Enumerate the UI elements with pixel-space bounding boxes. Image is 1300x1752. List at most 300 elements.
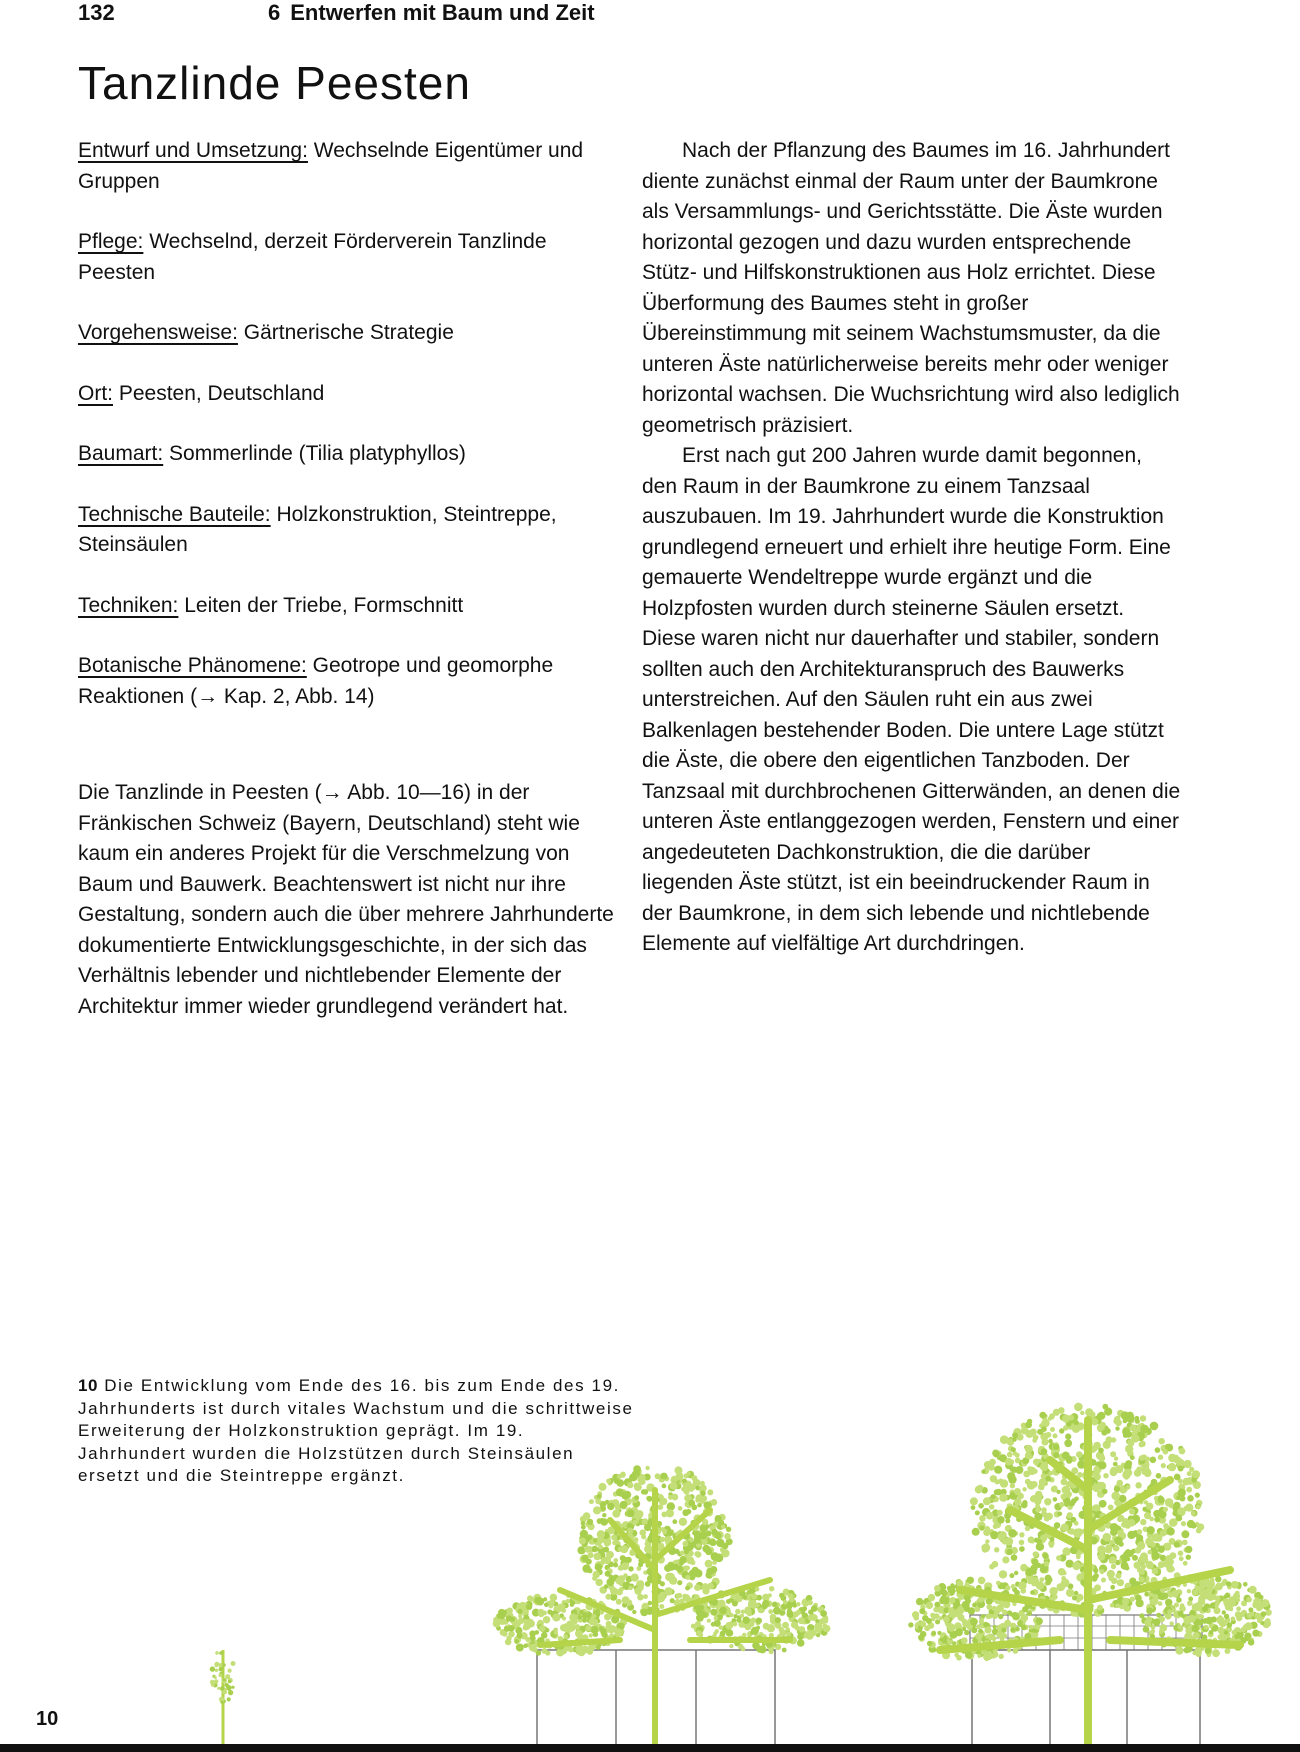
foliage-dot [782, 1648, 787, 1653]
foliage-dot [1013, 1648, 1017, 1652]
foliage-dot [529, 1630, 536, 1637]
foliage-dot [615, 1629, 623, 1637]
foliage-dot [1130, 1597, 1135, 1602]
foliage-dot [1139, 1613, 1144, 1618]
foliage-dot [694, 1584, 701, 1591]
foliage-dot [1176, 1496, 1181, 1501]
fact-label: Techniken: [78, 593, 179, 617]
foliage-dot [798, 1617, 805, 1624]
foliage-dot [1126, 1485, 1131, 1490]
foliage-dot [633, 1465, 641, 1473]
foliage-dot [1097, 1605, 1103, 1611]
foliage-dot [1101, 1430, 1107, 1436]
foliage-dot [1163, 1560, 1171, 1568]
foliage-dot [1111, 1578, 1117, 1584]
foliage-dot [500, 1620, 505, 1625]
foliage-dot [981, 1545, 986, 1550]
foliage-dot [1074, 1403, 1083, 1412]
foliage-dot [660, 1537, 665, 1542]
foliage-dot [1027, 1419, 1032, 1424]
foliage-dot [655, 1473, 661, 1479]
foliage-dot [1041, 1507, 1047, 1513]
foliage-dot [1257, 1618, 1262, 1623]
foliage-dot [1247, 1613, 1253, 1619]
foliage-dot [679, 1561, 684, 1566]
foliage-dot [1180, 1603, 1185, 1608]
foliage-dot [820, 1610, 827, 1617]
foliage-dot [1005, 1585, 1010, 1590]
foliage-dot [763, 1623, 770, 1630]
foliage-dot [773, 1607, 781, 1615]
foliage-dot [613, 1558, 618, 1563]
foliage-dot [1117, 1517, 1123, 1523]
foliage-dot [504, 1626, 509, 1631]
foliage-dot [756, 1618, 762, 1624]
foliage-dot [581, 1521, 586, 1526]
foliage-dot [1091, 1418, 1098, 1425]
foliage-dot [667, 1563, 675, 1571]
page-title: Tanzlinde Peesten [78, 57, 471, 109]
foliage-dot [1151, 1552, 1159, 1560]
foliage-dot [542, 1611, 547, 1616]
foliage-dot [693, 1536, 700, 1543]
foliage-dot [611, 1535, 617, 1541]
foliage-dot [618, 1575, 625, 1582]
foliage-dot [693, 1479, 701, 1487]
foliage-dot [711, 1499, 718, 1506]
foliage-dot [975, 1510, 980, 1515]
foliage-dot [978, 1503, 984, 1509]
foliage-dot [505, 1639, 512, 1646]
foliage-dot [558, 1636, 563, 1641]
foliage-dot [575, 1630, 583, 1638]
foliage-dot [1146, 1608, 1153, 1615]
foliage-dot [1041, 1426, 1047, 1432]
foliage-dot [1076, 1554, 1081, 1559]
foliage-dot [557, 1604, 565, 1612]
foliage-dot [1195, 1602, 1203, 1610]
foliage-dot [816, 1633, 820, 1637]
foliage-dot [1241, 1600, 1247, 1606]
foliage-dot [1134, 1469, 1141, 1476]
foliage-dot [1196, 1651, 1202, 1657]
foliage-dot [1076, 1451, 1083, 1458]
foliage-dot [1116, 1573, 1122, 1579]
foliage-dot [1041, 1473, 1046, 1478]
foliage-dot [596, 1579, 603, 1586]
foliage-dot [1140, 1519, 1146, 1525]
foliage-dot [666, 1574, 673, 1581]
foliage-dot [1046, 1476, 1052, 1482]
foliage-dot [597, 1518, 603, 1524]
foliage-dot [1161, 1592, 1168, 1599]
foliage-dot [1121, 1555, 1128, 1562]
foliage-dot [1099, 1500, 1107, 1508]
foliage-dot [1223, 1595, 1227, 1599]
foliage-dot [1192, 1590, 1198, 1596]
foliage-dot [672, 1519, 677, 1524]
foliage-dot [582, 1564, 590, 1572]
fact-value: Wechselnde Eigentümer und Gruppen [78, 139, 584, 193]
foliage-dot [978, 1597, 984, 1603]
foliage-dot [1187, 1495, 1194, 1502]
foliage-dot [660, 1474, 665, 1479]
foliage-dot [955, 1628, 963, 1636]
foliage-dot [222, 1663, 225, 1666]
fact-label: Pflege: [78, 230, 144, 253]
foliage-dot [632, 1520, 637, 1525]
foliage-dot [993, 1524, 998, 1529]
foliage-dot [543, 1616, 550, 1623]
foliage-dot [640, 1609, 648, 1617]
foliage-dot [926, 1618, 932, 1624]
foliage-dot [1093, 1573, 1099, 1579]
foliage-dot [1022, 1500, 1027, 1505]
foliage-dot [627, 1509, 635, 1517]
foliage-dot [1144, 1500, 1148, 1504]
foliage-dot [986, 1614, 991, 1619]
foliage-dot [525, 1637, 530, 1642]
foliage-dot [1137, 1541, 1145, 1549]
foliage-dot [1130, 1424, 1137, 1431]
foliage-dot [507, 1608, 513, 1614]
foliage-dot [647, 1496, 653, 1502]
foliage-dot [926, 1602, 933, 1609]
foliage-dot [1187, 1471, 1192, 1476]
foliage-dot [1002, 1633, 1007, 1638]
foliage-dot [1224, 1614, 1229, 1619]
foliage-dot [599, 1483, 607, 1491]
foliage-dot [1224, 1630, 1228, 1634]
foliage-dot [664, 1587, 672, 1595]
foliage-dot [210, 1666, 215, 1671]
foliage-dot [685, 1586, 690, 1591]
foliage-dot [712, 1560, 717, 1565]
foliage-dot [662, 1484, 667, 1489]
foliage-dot [1212, 1649, 1220, 1657]
foliage-dot [705, 1608, 710, 1613]
foliage-dot [755, 1603, 760, 1608]
foliage-dot [1265, 1618, 1271, 1624]
foliage-dot [983, 1622, 988, 1627]
foliage-dot [1214, 1607, 1221, 1614]
foliage-dot [632, 1610, 636, 1614]
foliage-dot [1132, 1555, 1138, 1561]
foliage-dot [682, 1594, 687, 1599]
foliage-dot [722, 1543, 728, 1549]
foliage-dot [699, 1532, 707, 1540]
foliage-dot [637, 1594, 644, 1601]
foliage-dot [629, 1473, 637, 1481]
foliage-dot [970, 1618, 978, 1626]
foliage-dot [1074, 1591, 1079, 1596]
foliage-dot [1109, 1540, 1114, 1545]
foliage-dot [631, 1574, 639, 1582]
foliage-dot [603, 1556, 611, 1564]
foliage-dot [1125, 1445, 1133, 1453]
fact-label: Vorgehensweise: [78, 321, 238, 344]
foliage-dot [1131, 1434, 1140, 1443]
fact-value: Wechselnd, derzeit Förderverein Tanzlinde Peesten [78, 230, 547, 284]
foliage-dot [564, 1623, 568, 1627]
foliage-dot [1171, 1590, 1179, 1598]
foliage-dot [810, 1630, 816, 1636]
foliage-dot [592, 1576, 597, 1581]
foliage-dot [1227, 1622, 1233, 1628]
foliage-dot [532, 1647, 537, 1652]
foliage-dot [726, 1599, 731, 1604]
foliage-dot [1051, 1486, 1058, 1493]
foliage-dot [640, 1529, 647, 1536]
foliage-dot [1179, 1448, 1186, 1455]
left-column [78, 136, 618, 742]
foliage-dot [1053, 1452, 1059, 1458]
foliage-dot [1183, 1561, 1188, 1566]
foliage-dot [1256, 1592, 1261, 1597]
foliage-dot [1103, 1533, 1112, 1542]
foliage-dot [1169, 1518, 1178, 1527]
foliage-dot [940, 1633, 945, 1638]
foliage-dot [695, 1621, 701, 1627]
foliage-dot [1015, 1453, 1020, 1458]
foliage-dot [1019, 1540, 1025, 1546]
foliage-dot [643, 1594, 648, 1599]
foliage-dot [661, 1595, 666, 1600]
foliage-dot [1187, 1589, 1191, 1593]
foliage-dot [1011, 1554, 1018, 1561]
foliage-dot [617, 1474, 622, 1479]
foliage-dot [1265, 1609, 1272, 1616]
foliage-dot [1005, 1458, 1013, 1466]
foliage-dot [981, 1470, 985, 1474]
foliage-dot [1135, 1419, 1140, 1424]
foliage-dot [968, 1607, 975, 1614]
foliage-dot [214, 1679, 218, 1683]
foliage-dot [1046, 1513, 1053, 1520]
foliage-dot [1165, 1599, 1172, 1606]
foliage-dot [597, 1494, 602, 1499]
foliage-dot [606, 1621, 612, 1627]
foliage-dot [1114, 1486, 1120, 1492]
foliage-dot [1232, 1630, 1237, 1635]
foliage-dot [1023, 1471, 1030, 1478]
foliage-dot [941, 1590, 948, 1597]
foliage-dot [1111, 1437, 1116, 1442]
foliage-dot [965, 1651, 973, 1659]
foliage-dot [215, 1669, 218, 1672]
tree-development-illustration [0, 1400, 1300, 1752]
foliage-dot [579, 1538, 586, 1545]
foliage-dot [526, 1604, 532, 1610]
foliage-dot [1000, 1479, 1008, 1487]
foliage-dot [645, 1466, 649, 1470]
foliage-dot [979, 1619, 984, 1624]
foliage-dot [721, 1525, 725, 1529]
foliage-dot [1025, 1430, 1033, 1438]
foliage-dot [1050, 1537, 1055, 1542]
foliage-dot [1097, 1545, 1106, 1554]
foliage-dot [1015, 1458, 1021, 1464]
foliage-dot [1040, 1463, 1048, 1471]
foliage-dot [604, 1584, 609, 1589]
foliage-dot [554, 1614, 561, 1621]
foliage-dot [586, 1546, 592, 1552]
foliage-dot [999, 1654, 1004, 1659]
page-number: 132 [78, 0, 115, 25]
foliage-dot [989, 1564, 995, 1570]
fact-location [78, 379, 618, 410]
foliage-dot [714, 1616, 719, 1621]
foliage-dot [1010, 1483, 1015, 1488]
foliage-dot [721, 1549, 729, 1557]
fact-label: Technische Bauteile: [78, 502, 271, 526]
foliage-dot [948, 1624, 956, 1632]
foliage-dot [738, 1644, 744, 1650]
foliage-dot [984, 1626, 991, 1633]
fact-care [78, 227, 618, 288]
foliage-dot [971, 1505, 976, 1510]
foliage-dot [1167, 1609, 1172, 1614]
foliage-dot [1147, 1526, 1155, 1534]
foliage-dot [1002, 1556, 1009, 1563]
foliage-dot [568, 1647, 574, 1653]
foliage-dot [1056, 1555, 1062, 1561]
foliage-dot [1111, 1492, 1120, 1501]
foliage-dot [919, 1608, 925, 1614]
foliage-dot [672, 1494, 679, 1501]
foliage-dot [1041, 1438, 1048, 1445]
foliage-dot [1107, 1570, 1115, 1578]
foliage-dot [1158, 1496, 1165, 1503]
foliage-dot [1222, 1610, 1226, 1614]
foliage-dot [1191, 1511, 1196, 1516]
fact-label: Ort: [78, 381, 113, 405]
foliage-dot [1033, 1551, 1039, 1557]
foliage-dot [687, 1471, 691, 1475]
foliage-dot [589, 1499, 594, 1504]
large-tree-with-dance-hall [908, 1403, 1272, 1752]
foliage-dot [706, 1561, 712, 1567]
foliage-dot [1187, 1520, 1195, 1528]
foliage-dot [1163, 1523, 1168, 1528]
foliage-dot [219, 1673, 223, 1677]
foliage-dot [1046, 1580, 1051, 1585]
foliage-dot [689, 1487, 694, 1492]
foliage-dot [627, 1482, 633, 1488]
foliage-dot [1173, 1506, 1179, 1512]
foliage-dot [228, 1690, 233, 1695]
foliage-dot [1053, 1497, 1058, 1502]
foliage-dot [779, 1593, 784, 1598]
foliage-dot [680, 1551, 685, 1556]
fact-value: Leiten der Triebe, Formschnitt [178, 593, 464, 617]
foliage-dot [1010, 1466, 1016, 1472]
foliage-dot [679, 1518, 687, 1526]
foliage-dot [768, 1609, 773, 1614]
foliage-dot [223, 1678, 226, 1681]
foliage-dot [786, 1632, 791, 1637]
foliage-dot [1073, 1529, 1082, 1538]
foliage-dot [997, 1510, 1003, 1516]
foliage-dot [228, 1669, 232, 1673]
foliage-dot [1046, 1432, 1052, 1438]
foliage-dot [1150, 1422, 1159, 1431]
foliage-dot [612, 1541, 617, 1546]
foliage-dot [732, 1601, 738, 1607]
foliage-dot [554, 1631, 558, 1635]
foliage-dot [1072, 1562, 1081, 1571]
foliage-dot [219, 1667, 223, 1671]
foliage-dot [981, 1614, 985, 1618]
foliage-dot [696, 1608, 704, 1616]
foliage-dot [493, 1620, 501, 1628]
foliage-dot [1113, 1545, 1120, 1552]
fact-species [78, 439, 618, 470]
foliage-dot [733, 1622, 738, 1627]
foliage-dot [1209, 1630, 1214, 1635]
foliage-dot [225, 1683, 229, 1687]
foliage-dot [797, 1634, 803, 1640]
foliage-dot [543, 1597, 547, 1601]
foliage-dot [1167, 1527, 1175, 1535]
foliage-dot [569, 1614, 577, 1622]
foliage-dot [1059, 1502, 1064, 1507]
foliage-dot [970, 1497, 978, 1505]
foliage-dot [517, 1633, 523, 1639]
foliage-dot [1205, 1647, 1212, 1654]
foliage-dot [1235, 1591, 1240, 1596]
foliage-dot [1178, 1611, 1184, 1617]
foliage-dot [1114, 1416, 1119, 1421]
foliage-dot [215, 1651, 219, 1655]
foliage-dot [587, 1648, 593, 1654]
foliage-dot [598, 1545, 603, 1550]
foliage-dot [1181, 1530, 1189, 1538]
foliage-dot [1042, 1553, 1048, 1559]
foliage-dot [1212, 1625, 1218, 1631]
foliage-dot [1245, 1622, 1253, 1630]
foliage-dot [528, 1620, 535, 1627]
foliage-dot [657, 1504, 663, 1510]
foliage-dot [1110, 1585, 1115, 1590]
foliage-dot [634, 1495, 639, 1500]
foliage-dot [1104, 1408, 1112, 1416]
foliage-dot [1061, 1524, 1069, 1532]
foliage-dot [1140, 1415, 1146, 1421]
foliage-dot [1140, 1556, 1148, 1564]
foliage-dot [1144, 1592, 1149, 1597]
foliage-dot [1031, 1481, 1038, 1488]
foliage-dot [1141, 1564, 1147, 1570]
foliage-dot [983, 1497, 991, 1505]
foliage-dot [563, 1634, 568, 1639]
foliage-dot [1009, 1573, 1014, 1578]
foliage-dot [1252, 1630, 1259, 1637]
foliage-dot [620, 1545, 628, 1553]
foliage-dot [592, 1546, 599, 1553]
foliage-dot [1144, 1512, 1151, 1519]
foliage-dot [695, 1530, 700, 1535]
foliage-dot [916, 1598, 923, 1605]
foliage-dot [1253, 1599, 1259, 1605]
foliage-dot [707, 1489, 713, 1495]
foliage-dot [602, 1513, 606, 1517]
foliage-dot [1007, 1549, 1013, 1555]
foliage-dot [978, 1577, 986, 1585]
foliage-dot [1150, 1598, 1157, 1605]
foliage-dot [1185, 1546, 1192, 1553]
foliage-dot [748, 1600, 755, 1607]
